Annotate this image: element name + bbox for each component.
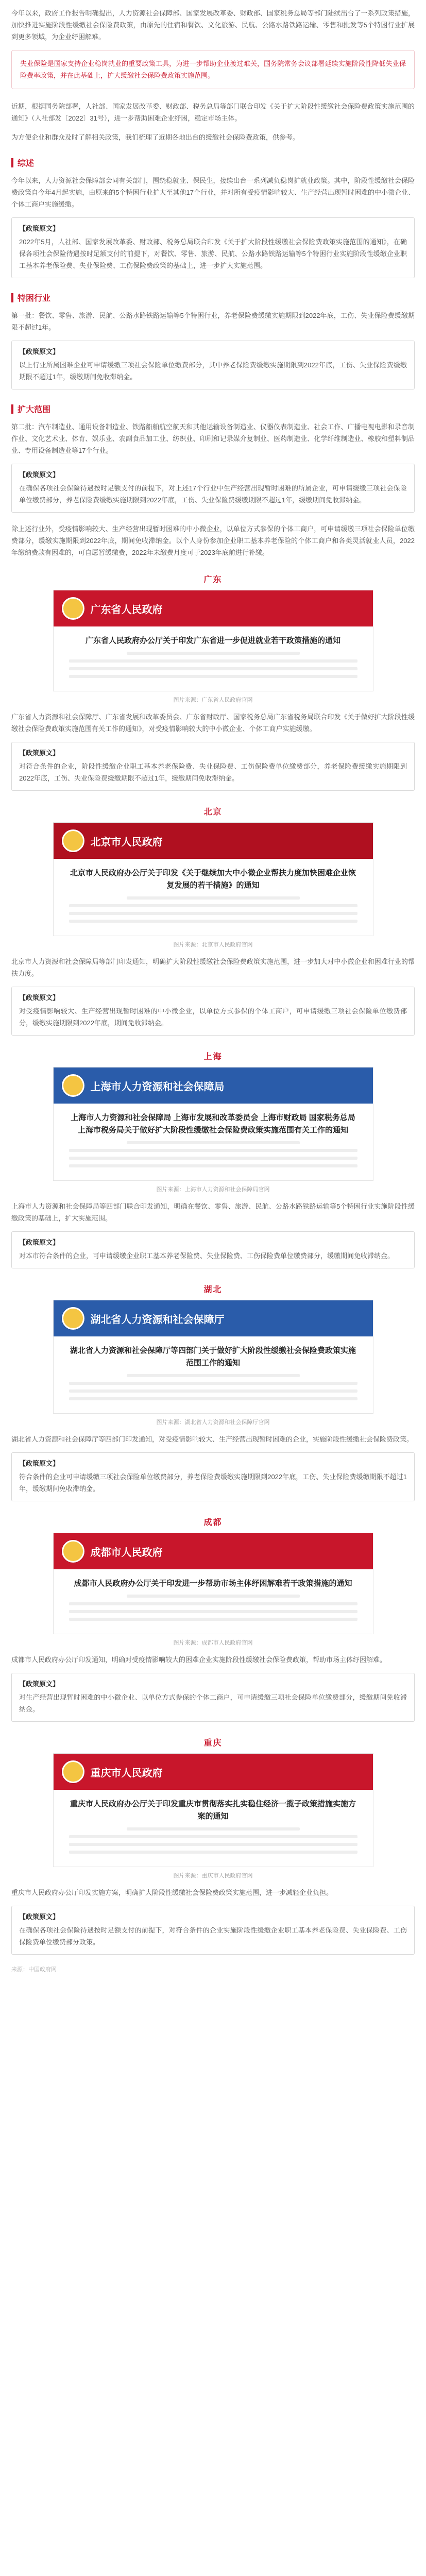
policy-label: 【政策原文】 [19, 1460, 60, 1467]
document-preview [54, 626, 373, 691]
policy-box [11, 1673, 415, 1722]
document-preview [54, 1336, 373, 1413]
policy-box [11, 341, 415, 389]
policy-text: 在确保各项社会保险待遇按时足额支付的前提下，对符合条件的企业实施阶段性缓缴企业职工基本养老保险费、失业保险费、工伤保险费单位缴费部分政策。 [19, 1926, 407, 1946]
website-screenshot [53, 1753, 373, 1867]
text-line [69, 1382, 357, 1385]
policy-label: 【政策原文】 [19, 1680, 60, 1688]
policy-text: 在确保各项社会保险待遇按时足额支付的前提下，对上述17个行业中生产经营出现暂时困难的所属企业，可申请缓缴三项社会保险单位缴费部分，养老保险费缓缴实施期限到2022年底，工伤、失业保险费缓缴期限不超过1年，缓缴期间免收滞纳金。 [19, 484, 407, 504]
image-caption: 图片来源：广东省人民政府官网 [173, 697, 253, 703]
policy-box [11, 217, 415, 278]
image-caption: 图片来源：重庆市人民政府官网 [173, 1873, 253, 1879]
region-title: 北京 [203, 808, 223, 817]
site-name: 湖北省人力资源和社会保障厅 [90, 1314, 225, 1326]
text-line [127, 1374, 300, 1377]
region-body: 北京市人力资源和社会保障局等部门印发通知，明确扩大阶段性缓缴社会保险费政策实施范围，进一步加大对中小微企业和困难行业的帮扶力度。 [11, 958, 415, 977]
text-line [127, 1595, 300, 1598]
section-body: 第二批：汽车制造业、通用设备制造业、铁路船舶航空航天和其他运输设备制造业、仪器仪表制造业、社会工作、广播电视电影和录音制作业、文化艺术业、体育、娱乐业、农副食品加工业、纺织业、印刷和记录媒介复制业、医药制造业、化学纤维制造业、橡胶和塑料制品业、专用设备制造业等17个行业。 [11, 423, 415, 454]
image-caption: 图片来源：成都市人民政府官网 [173, 1640, 253, 1646]
region-title: 成都 [203, 1518, 223, 1527]
mid-paragraph: 除上述行业外，受疫情影响较大、生产经营出现暂时困难的中小微企业，以单位方式参保的个体工商户，可申请缓缴三项社会保险单位缴费部分，缓缴实施期限到2022年底，期间免收滞纳金。以个人身份参加企业职工基本养老保险的个体工商户和各类灵活就业人员，2022年缴纳费款有困难的，可自愿暂缓缴费，2022年未缴费月度可于2023年底前进行补缴。 [11, 525, 415, 556]
document-preview [54, 859, 373, 936]
emblem-icon [62, 1540, 84, 1563]
site-header [54, 1754, 373, 1790]
section-marker [11, 158, 13, 167]
region-block-4 [11, 1516, 415, 1722]
policy-box [11, 742, 415, 791]
document-title: 上海市人力资源和社会保障局 上海市发展和改革委员会 上海市财政局 国家税务总局上海市税务局关于做好扩大阶段性缓缴社会保险费政策实施范围有关工作的通知 [71, 1113, 355, 1134]
region-block-3 [11, 1283, 415, 1501]
text-line [127, 896, 300, 900]
text-line [69, 1602, 357, 1605]
emblem-icon [62, 1307, 84, 1330]
emblem-icon [62, 1074, 84, 1097]
site-name: 成都市人民政府 [90, 1547, 163, 1558]
text-line [69, 1164, 357, 1167]
text-line [69, 675, 357, 678]
policy-box [11, 1231, 415, 1268]
region-body: 上海市人力资源和社会保障局等四部门联合印发通知，明确在餐饮、零售、旅游、民航、公路水路铁路运输等5个特困行业实施阶段性缓缴政策的基础上，扩大实施范围。 [11, 1202, 415, 1222]
section-title-special-industries: 特困行业 [11, 292, 415, 303]
region-body: 重庆市人民政府办公厅印发实施方案，明确扩大阶段性缓缴社会保险费政策实施范围，进一步减轻企业负担。 [11, 1889, 333, 1896]
policy-label: 【政策原文】 [19, 994, 60, 1002]
footer-source: 来源：中国政府网 [11, 1967, 57, 1973]
site-header [54, 590, 373, 626]
document-title: 北京市人民政府办公厅关于印发《关于继续加大中小微企业帮扶力度加快困难企业恢复发展的若干措施》的通知 [70, 869, 356, 890]
website-screenshot [53, 1067, 373, 1181]
policy-box [11, 1452, 415, 1501]
region-body: 湖北省人力资源和社会保障厅等四部门印发通知，对受疫情影响较大、生产经营出现暂时困难的企业，实施阶段性缓缴社会保险费政策。 [11, 1435, 414, 1443]
policy-text: 对本市符合条件的企业，可申请缓缴企业职工基本养老保险费、失业保险费、工伤保险费单位缴费部分，缓缴期间免收滞纳金。 [19, 1252, 395, 1260]
policy-text: 对生产经营出现暂时困难的中小微企业、以单位方式参保的个体工商户，可申请缓缴三项社会保险单位缴费部分，缓缴期间免收滞纳金。 [19, 1693, 407, 1713]
site-name: 广东省人民政府 [90, 604, 163, 616]
text-line [127, 1141, 300, 1144]
region-list [11, 573, 415, 1955]
text-line [69, 1610, 357, 1613]
section-body: 今年以来，人力资源社会保障部会同有关部门，围绕稳就业、保民生，接续出台一系列减负稳岗扩就业政策。其中，阶段性缓缴社会保险费政策自今年4月起实施，由原来的5个特困行业扩大至其他17个行业，并对所有受疫情影响较大、生产经营出现暂时困难的中小微企业、个体工商户实施缓缴。 [11, 177, 415, 208]
site-name: 北京市人民政府 [90, 836, 163, 848]
text-line [69, 1618, 357, 1621]
website-screenshot [53, 1533, 373, 1634]
region-block-2 [11, 1050, 415, 1268]
image-caption: 图片来源：北京市人民政府官网 [173, 942, 253, 948]
document-title: 广东省人民政府办公厅关于印发广东省进一步促进就业若干政策措施的通知 [85, 636, 340, 645]
text-line [69, 912, 357, 915]
document-title: 成都市人民政府办公厅关于印发进一步帮助市场主体纾困解难若干政策措施的通知 [74, 1579, 352, 1588]
document-title: 重庆市人民政府办公厅关于印发重庆市贯彻落实扎实稳住经济一揽子政策措施实施方案的通知 [70, 1800, 356, 1821]
text-line [69, 659, 357, 663]
site-header [54, 1067, 373, 1104]
site-name: 上海市人力资源和社会保障局 [90, 1081, 225, 1093]
text-line [69, 1835, 357, 1838]
text-line [69, 1389, 357, 1393]
region-block-0 [11, 573, 415, 791]
text-line [69, 920, 357, 923]
region-title: 广东 [203, 575, 223, 584]
region-title: 重庆 [203, 1739, 223, 1748]
text-line [69, 1843, 357, 1846]
policy-label: 【政策原文】 [19, 749, 60, 757]
emblem-icon [62, 597, 84, 620]
text-line [69, 904, 357, 907]
policy-label: 【政策原文】 [19, 225, 60, 232]
policy-label: 【政策原文】 [19, 1913, 60, 1921]
section-marker [11, 293, 13, 302]
document-preview [54, 1104, 373, 1180]
document-preview [54, 1790, 373, 1867]
site-header [54, 1300, 373, 1336]
policy-label: 【政策原文】 [19, 348, 60, 355]
image-caption: 图片来源：上海市人力资源和社会保障局官网 [156, 1187, 270, 1193]
text-line [127, 1827, 300, 1831]
site-header [54, 823, 373, 859]
policy-box [11, 464, 415, 513]
text-line [127, 652, 300, 655]
section-marker [11, 404, 13, 414]
policy-text: 以上行业所属困难企业可申请缓缴三项社会保险单位缴费部分，其中养老保险费缓缴实施期限到2022年底，工伤、失业保险费缓缴期限不超过1年，缓缴期间免收滞纳金。 [19, 361, 407, 381]
region-block-5 [11, 1736, 415, 1955]
intro-highlight-box [11, 50, 415, 89]
text-line [69, 1851, 357, 1854]
text-line [69, 1149, 357, 1152]
text-line [69, 1397, 357, 1400]
emblem-icon [62, 1760, 84, 1783]
policy-label: 【政策原文】 [19, 471, 60, 479]
region-body: 广东省人力资源和社会保障厅、广东省发展和改革委员会、广东省财政厅、国家税务总局广东省税务局联合印发《关于做好扩大阶段性缓缴社会保险费政策实施范围有关工作的通知》，对受疫情影响较大的中小微企业、个体工商户实施缓缴。 [11, 713, 415, 733]
website-screenshot [53, 590, 373, 691]
section-title-overview: 综述 [11, 157, 415, 168]
section-body: 第一批：餐饮、零售、旅游、民航、公路水路铁路运输等5个特困行业，养老保险费缓缴实施期限到2022年底，工伤、失业保险费缓缴期限不超过1年。 [11, 312, 415, 331]
intro-paragraph-1: 今年以来，政府工作报告明确提出，人力资源社会保障部、国家发展改革委、财政部、国家税务总局等部门陆续出台了一系列政策措施，加快推进实施阶段性缓缴社会保险费政策，由原先的住宿和餐饮、文化旅游、民航、公路水路铁路运输、零售和批发等5个特困行业扩展到更多领域，为企业纾困解难。 [11, 9, 415, 41]
section-title-expanded-scope: 扩大范围 [11, 403, 415, 415]
image-caption: 图片来源：湖北省人力资源和社会保障厅官网 [156, 1419, 270, 1426]
site-header [54, 1533, 373, 1569]
policy-box [11, 1906, 415, 1955]
region-block-1 [11, 805, 415, 1036]
emblem-icon [62, 829, 84, 852]
site-name: 重庆市人民政府 [90, 1767, 163, 1779]
website-screenshot [53, 822, 373, 936]
document-title: 湖北省人力资源和社会保障厅等四部门关于做好扩大阶段性缓缴社会保险费政策实施范围工作的通知 [70, 1346, 356, 1367]
policy-label: 【政策原文】 [19, 1239, 60, 1246]
policy-text: 对受疫情影响较大、生产经营出现暂时困难的中小微企业，以单位方式参保的个体工商户，可申请缓缴三项社会保险单位缴费部分，缓缴实施期限到2022年底，期间免收滞纳金。 [19, 1007, 407, 1027]
intro-paragraph-2: 失业保险是国家支持企业稳岗就业的重要政策工具，为进一步帮助企业渡过难关，国务院常务会议部署延续实施阶段性降低失业保险费率政策，并在此基础上，扩大缓缴社会保险费政策实施范围。 [20, 60, 406, 79]
website-screenshot [53, 1300, 373, 1414]
policy-text: 符合条件的企业可申请缓缴三项社会保险单位缴费部分，养老保险费缓缴实施期限到2022年底，工伤、失业保险费缓缴期限不超过1年，缓缴期间免收滞纳金。 [19, 1473, 407, 1493]
document-preview [54, 1569, 373, 1634]
intro-paragraph-3: 近期，根据国务院部署，人社部、国家发展改革委、财政部、税务总局等部门联合印发《关于扩大阶段性缓缴社会保险费政策实施范围的通知》（人社部发〔2022〕31号），进一步帮助困难企业纾困，稳定市场主体。 [11, 103, 415, 122]
region-title: 上海 [203, 1053, 223, 1061]
policy-text: 对符合条件的企业，阶段性缓缴企业职工基本养老保险费、失业保险费、工伤保险费单位缴费部分，养老保险费缓缴实施期限到2022年底，工伤、失业保险费缓缴期限不超过1年，缓缴期间免收滞纳金。 [19, 762, 407, 782]
policy-box [11, 987, 415, 1036]
text-line [69, 1157, 357, 1160]
region-body: 成都市人民政府办公厅印发通知，明确对受疫情影响较大的困难企业实施阶段性缓缴社会保险费政策，帮助市场主体纾困解难。 [11, 1656, 387, 1664]
region-title: 湖北 [203, 1285, 223, 1294]
intro-paragraph-4: 为方便企业和群众及时了解相关政策，我们梳理了近期各地出台的缓缴社会保险费政策，供参考。 [11, 133, 300, 141]
policy-text: 2022年5月，人社部、国家发展改革委、财政部、税务总局联合印发《关于扩大阶段性缓缴社会保险费政策实施范围的通知》，在确保各项社会保险待遇按时足额支付的前提下，对餐饮、零售、旅游、民航、公路水路铁路运输等5个特困行业实施阶段性缓缴企业职工基本养老保险费、失业保险费、工伤保险费政策的基础上，进一步扩大实施范围。 [19, 238, 407, 269]
text-line [69, 667, 357, 670]
